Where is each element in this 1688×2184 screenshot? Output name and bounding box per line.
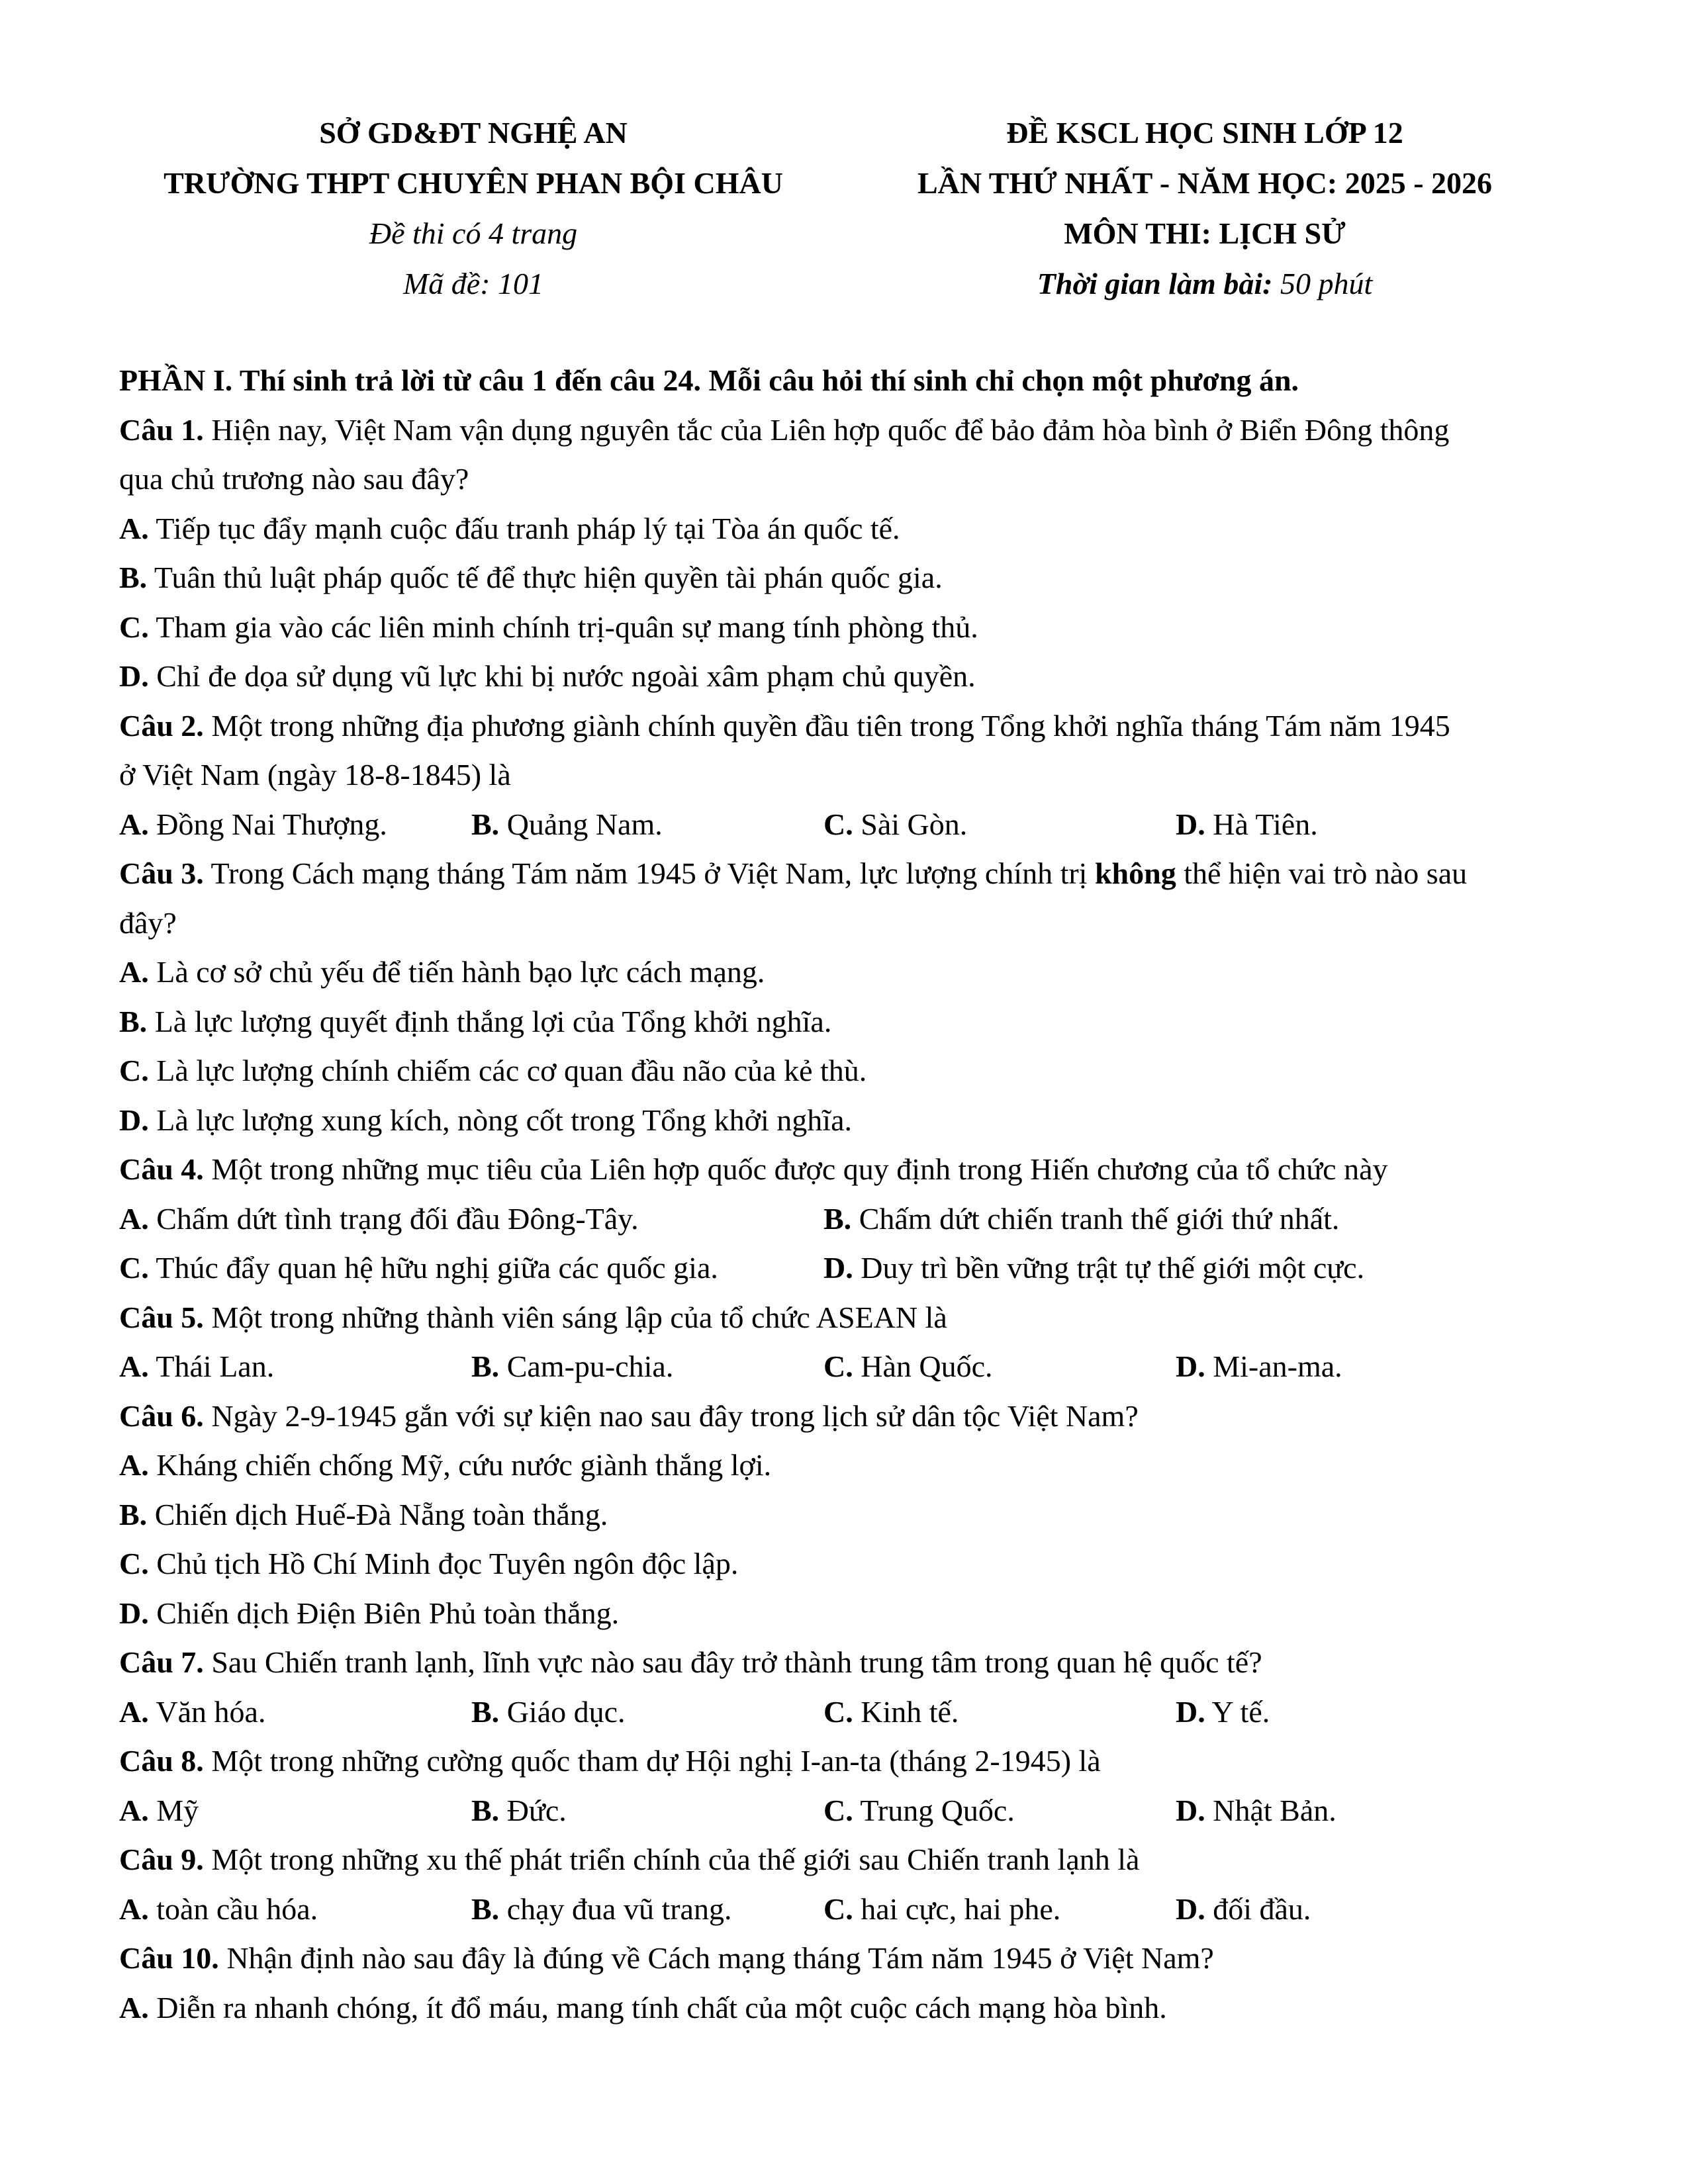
options-2 [119, 806, 1582, 856]
option-text: Là cơ sở chủ yếu để tiến hành bạo lực cách mạng. [156, 955, 765, 989]
option-label: D. [1176, 1891, 1205, 1926]
option-label: C. [119, 1054, 149, 1087]
option-text: Chủ tịch Hồ Chí Minh đọc Tuyên ngôn độc lập. [156, 1547, 739, 1580]
exam-title: ĐỀ KSCL HỌC SINH LỚP 12 [1006, 116, 1403, 150]
option-label: D. [1176, 1349, 1205, 1383]
option-1b [119, 559, 1582, 609]
option-label: B. [119, 1004, 148, 1038]
option-text: Thúc đẩy quan hệ hữu nghị giữa các quốc gia. [156, 1251, 718, 1285]
option-9d [1176, 1891, 1528, 1940]
option-3c [119, 1052, 1582, 1102]
option-text: Diễn ra nhanh chóng, ít đổ máu, mang tính chất của một cuộc cách mạng hòa bình. [156, 1990, 1167, 2025]
question-1 [119, 412, 1582, 461]
option-label: C. [823, 1694, 853, 1729]
option-2d [1176, 806, 1528, 856]
option-5b [471, 1348, 823, 1398]
option-4a [119, 1201, 823, 1250]
question-text: Một trong những mục tiêu của Liên hợp quốc được quy định trong Hiến chương của tổ chức này [211, 1152, 1388, 1186]
option-2c [823, 806, 1176, 856]
question-text: Một trong những cường quốc tham dự Hội nghị I-an-ta (tháng 2-1945) là [211, 1744, 1101, 1778]
option-6b [119, 1496, 1582, 1546]
option-text: Chiến dịch Huế-Đà Nẵng toàn thắng. [154, 1497, 608, 1531]
option-text: Tiếp tục đẩy mạnh cuộc đấu tranh pháp lý tại Tòa án quốc tế. [156, 511, 900, 545]
option-text: Y tế. [1211, 1694, 1270, 1729]
option-text: Sài Gòn. [861, 807, 968, 841]
option-text: Chấm dứt chiến tranh thế giới thứ nhất. [859, 1201, 1340, 1236]
option-text: toàn cầu hóa. [156, 1891, 318, 1926]
duration-value: 50 phút [1280, 267, 1373, 300]
option-text: Chấm dứt tình trạng đối đầu Đông-Tây. [156, 1201, 639, 1236]
option-label: D. [1176, 807, 1205, 841]
option-text: Giáo dục. [506, 1694, 626, 1729]
section-heading: PHẦN I. Thí sinh trả lời từ câu 1 đến câu 24. Mỗi câu hỏi thí sinh chỉ chọn một phương án. [119, 363, 1299, 397]
question-label: Câu 9. [119, 1843, 204, 1876]
question-text: Ngày 2-9-1945 gắn với sự kiện nao sau đây trong lịch sử dân tộc Việt Nam? [211, 1398, 1139, 1433]
option-label: A. [119, 1201, 149, 1236]
option-label: D. [119, 659, 149, 693]
option-text: đối đầu. [1213, 1891, 1311, 1926]
question-7 [119, 1644, 1582, 1694]
option-label: C. [823, 1349, 853, 1383]
question-label: Câu 6. [119, 1398, 204, 1433]
option-1d [119, 658, 1582, 707]
question-6 [119, 1398, 1582, 1447]
option-3b [119, 1003, 1582, 1053]
question-text: Hiện nay, Việt Nam vận dụng nguyên tắc của Liên hợp quốc để bảo đảm hòa bình ở Biển Đông thông [211, 412, 1450, 447]
option-text: Là lực lượng quyết định thắng lợi của Tổng khởi nghĩa. [154, 1004, 832, 1038]
option-text: Nhật Bản. [1213, 1793, 1336, 1827]
option-7b [471, 1694, 823, 1743]
question-text: Một trong những địa phương giành chính quyền đầu tiên trong Tổng khởi nghĩa tháng Tám năm 1945 [211, 708, 1450, 743]
option-label: C. [119, 1251, 149, 1285]
option-text: Là lực lượng chính chiếm các cơ quan đầu não của kẻ thù. [156, 1054, 867, 1087]
option-text: Kinh tế. [861, 1694, 959, 1729]
option-label: A. [119, 807, 149, 841]
question-3-continued: đây? [119, 905, 177, 940]
header-left [113, 114, 834, 316]
options-4-row-2 [119, 1250, 1582, 1299]
option-text: hai cực, hai phe. [861, 1891, 1061, 1926]
option-label: A. [119, 1793, 149, 1827]
option-label: C. [119, 1547, 149, 1580]
option-5d [1176, 1348, 1528, 1398]
question-3 [119, 855, 1582, 905]
exam-subject: MÔN THI: LỊCH SỬ [1064, 216, 1346, 250]
question-text: Một trong những xu thế phát triển chính của thế giới sau Chiến tranh lạnh là [211, 1843, 1140, 1876]
question-10 [119, 1940, 1582, 1989]
option-label: D. [1176, 1694, 1205, 1729]
options-8 [119, 1792, 1582, 1842]
question-label: Câu 7. [119, 1645, 204, 1679]
option-text: Văn hóa. [156, 1694, 266, 1729]
option-5c [823, 1348, 1176, 1398]
option-2a [119, 806, 471, 856]
option-text: Mi-an-ma. [1213, 1349, 1342, 1383]
option-text: Cam-pu-chia. [506, 1349, 674, 1383]
option-label: A. [119, 1990, 149, 2025]
question-label: Câu 5. [119, 1300, 204, 1334]
option-label: B. [119, 561, 148, 594]
option-text: Trung Quốc. [860, 1793, 1015, 1827]
option-text: Đồng Nai Thượng. [156, 807, 387, 841]
question-label: Câu 3. [119, 856, 204, 890]
option-9c [823, 1891, 1176, 1940]
option-label: C. [119, 610, 149, 644]
question-text: Trong Cách mạng tháng Tám năm 1945 ở Việt Nam, lực lượng chính trị [211, 856, 1088, 890]
option-label: B. [471, 1694, 500, 1729]
option-text: Tham gia vào các liên minh chính trị-quân sự mang tính phòng thủ. [156, 610, 978, 644]
option-text: Duy trì bền vững trật tự thế giới một cực. [861, 1251, 1365, 1285]
option-text: Quảng Nam. [506, 807, 663, 841]
option-label: A. [119, 955, 149, 989]
option-label: B. [471, 1793, 500, 1827]
option-label: B. [119, 1497, 148, 1531]
option-7a [119, 1694, 471, 1743]
options-5 [119, 1348, 1582, 1398]
question-text: Nhận định nào sau đây là đúng về Cách mạng tháng Tám năm 1945 ở Việt Nam? [226, 1941, 1214, 1975]
question-text-end: thể hiện vai trò nào sau [1184, 856, 1468, 890]
exam-duration [867, 265, 1542, 316]
option-text: Kháng chiến chống Mỹ, cứu nước giành thắng lợi. [156, 1448, 772, 1482]
question-1-continued: qua chủ trương nào sau đây? [119, 462, 469, 496]
option-8d [1176, 1792, 1528, 1842]
option-4c [119, 1250, 823, 1299]
option-label: D. [119, 1103, 149, 1137]
exam-content [119, 362, 1582, 2038]
option-text: Chiến dịch Điện Biên Phủ toàn thắng. [156, 1596, 620, 1630]
option-6d [119, 1595, 1582, 1645]
option-label: C. [823, 807, 853, 841]
exam-code: Mã đề: 101 [402, 267, 544, 300]
option-label: B. [471, 1891, 500, 1926]
option-6c [119, 1545, 1582, 1595]
option-label: B. [471, 807, 500, 841]
option-7d [1176, 1694, 1528, 1743]
option-text: Hà Tiên. [1213, 807, 1318, 841]
option-label: D. [119, 1596, 149, 1630]
question-label: Câu 1. [119, 412, 204, 447]
question-label: Câu 10. [119, 1941, 219, 1975]
options-4-row-1 [119, 1201, 1582, 1250]
option-label: A. [119, 1891, 149, 1926]
question-2 [119, 707, 1582, 757]
option-6a [119, 1447, 1582, 1496]
option-1a [119, 510, 1582, 560]
question-text: Sau Chiến tranh lạnh, lĩnh vực nào sau đây trở thành trung tâm trong quan hệ quốc tế? [211, 1645, 1262, 1679]
question-5 [119, 1299, 1582, 1349]
option-label: D. [1176, 1793, 1205, 1827]
header-right [867, 114, 1542, 316]
question-label: Câu 2. [119, 708, 204, 743]
option-4b [823, 1201, 1528, 1250]
option-label: A. [119, 1349, 149, 1383]
option-label: D. [823, 1251, 853, 1285]
options-7 [119, 1694, 1582, 1743]
options-9 [119, 1891, 1582, 1940]
option-9a [119, 1891, 471, 1940]
question-8 [119, 1743, 1582, 1792]
option-7c [823, 1694, 1176, 1743]
option-text: Thái Lan. [156, 1349, 275, 1383]
option-text: chạy đua vũ trang. [506, 1891, 732, 1926]
option-text: Đức. [506, 1793, 567, 1827]
option-5a [119, 1348, 471, 1398]
option-1c [119, 609, 1582, 659]
option-label: A. [119, 511, 149, 545]
option-text: Là lực lượng xung kích, nòng cốt trong Tổng khởi nghĩa. [156, 1103, 852, 1137]
option-3d [119, 1102, 1582, 1152]
question-label: Câu 4. [119, 1152, 204, 1186]
exam-session: LẦN THỨ NHẤT - NĂM HỌC: 2025 - 2026 [917, 166, 1493, 200]
question-emphasis: không [1094, 856, 1176, 890]
department-name: SỞ GD&ĐT NGHỆ AN [319, 116, 628, 150]
option-9b [471, 1891, 823, 1940]
option-8a [119, 1792, 471, 1842]
option-label: B. [823, 1201, 852, 1236]
option-label: B. [471, 1349, 500, 1383]
option-text: Tuân thủ luật pháp quốc tế để thực hiện quyền tài phán quốc gia. [154, 561, 943, 594]
option-8c [823, 1792, 1176, 1842]
option-text: Hàn Quốc. [861, 1349, 993, 1383]
option-8b [471, 1792, 823, 1842]
option-2b [471, 806, 823, 856]
option-4d [823, 1250, 1528, 1299]
question-label: Câu 8. [119, 1744, 204, 1778]
option-3a [119, 954, 1582, 1003]
question-text: Một trong những thành viên sáng lập của tổ chức ASEAN là [211, 1300, 947, 1334]
option-label: A. [119, 1448, 149, 1482]
option-label: C. [823, 1891, 853, 1926]
duration-label: Thời gian làm bài: [1037, 267, 1273, 300]
option-label: A. [119, 1694, 149, 1729]
option-label: C. [823, 1793, 853, 1827]
question-9 [119, 1841, 1582, 1891]
option-text: Chỉ đe dọa sử dụng vũ lực khi bị nước ngoài xâm phạm chủ quyền. [156, 659, 976, 693]
option-text: Mỹ [156, 1793, 199, 1827]
page-count: Đề thi có 4 trang [369, 216, 578, 250]
question-2-continued: ở Việt Nam (ngày 18-8-1845) là [119, 758, 511, 792]
option-10a [119, 1989, 1582, 2039]
question-4 [119, 1151, 1582, 1201]
school-name: TRƯỜNG THPT CHUYÊN PHAN BỘI CHÂU [164, 166, 783, 200]
